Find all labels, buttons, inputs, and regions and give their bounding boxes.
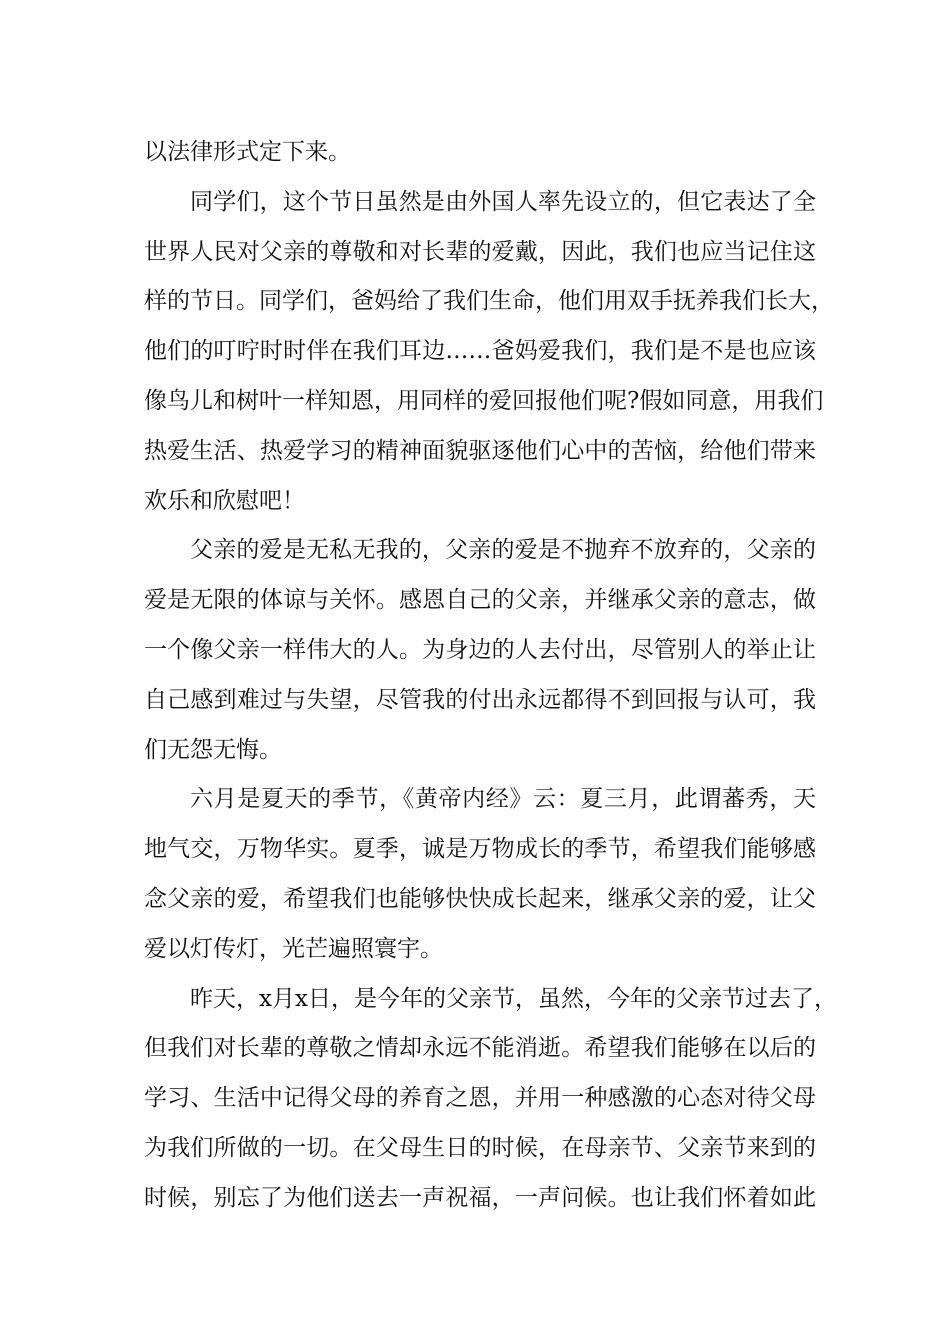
text-line: 为我们所做的一切。在父母生日的时候，在母亲节、父亲节来到的 <box>144 1134 816 1161</box>
text-line: 欢乐和欣慰吧！ <box>144 487 305 514</box>
text-line: 以法律形式定下来。 <box>144 139 351 165</box>
text-line: 六月是夏天的季节，《黄帝内经》云：夏三月，此谓蕃秀，天 <box>190 786 816 813</box>
text-line: 地气交，万物华实。夏季，诚是万物成长的季节，希望我们能够感 <box>144 836 816 863</box>
text-line: 他们的叮咛时时伴在我们耳边……爸妈爱我们，我们是不是也应该 <box>144 338 816 365</box>
text-line: 自己感到难过与失望，尽管我的付出永远都得不到回报与认可，我 <box>144 686 816 713</box>
text-line: 同学们，这个节日虽然是由外国人率先设立的，但它表达了全 <box>190 188 816 215</box>
text-line: 热爱生活、热爱学习的精神面貌驱逐他们心中的苦恼，给他们带来 <box>144 437 816 464</box>
paragraph <box>144 775 816 974</box>
paragraph <box>144 975 837 1224</box>
text-line: 爱是无限的体谅与关怀。感恩自己的父亲，并继承父亲的意志，做 <box>144 587 816 614</box>
document-body <box>144 128 837 1224</box>
text-line: 父亲的爱是无私无我的，父亲的爱是不抛弃不放弃的，父亲的 <box>190 537 816 564</box>
text-line: 时候，别忘了为他们送去一声祝福，一声问候。也让我们怀着如此 <box>144 1184 816 1211</box>
text-line: 像鸟儿和树叶一样知恩，用同样的爱回报他们呢?假如同意，用我们 <box>144 387 824 414</box>
paragraph <box>144 178 834 527</box>
text-line: 爱以灯传灯，光芒遍照寰宇。 <box>144 935 443 962</box>
text-line: 们无怨无悔。 <box>144 736 282 763</box>
paragraph <box>144 526 816 775</box>
text-line: 但我们对长辈的尊敬之情却永远不能消逝。希望我们能够在以后的 <box>144 1035 816 1062</box>
text-line: 样的节日。同学们，爸妈给了我们生命，他们用双手抚养我们长大， <box>144 288 834 315</box>
text-line: 世界人民对父亲的尊敬和对长辈的爱戴，因此，我们也应当记住这 <box>144 238 816 265</box>
text-line: 一个像父亲一样伟大的人。为身边的人去付出，尽管别人的举止让 <box>144 636 816 663</box>
text-line: 昨天，x月x日，是今年的父亲节，虽然，今年的父亲节过去了， <box>190 985 837 1012</box>
text-line: 学习、生活中记得父母的养育之恩，并用一种感激的心态对待父母 <box>144 1085 816 1112</box>
text-line: 念父亲的爱，希望我们也能够快快成长起来，继承父亲的爱，让父 <box>144 885 816 912</box>
paragraph <box>144 128 816 178</box>
